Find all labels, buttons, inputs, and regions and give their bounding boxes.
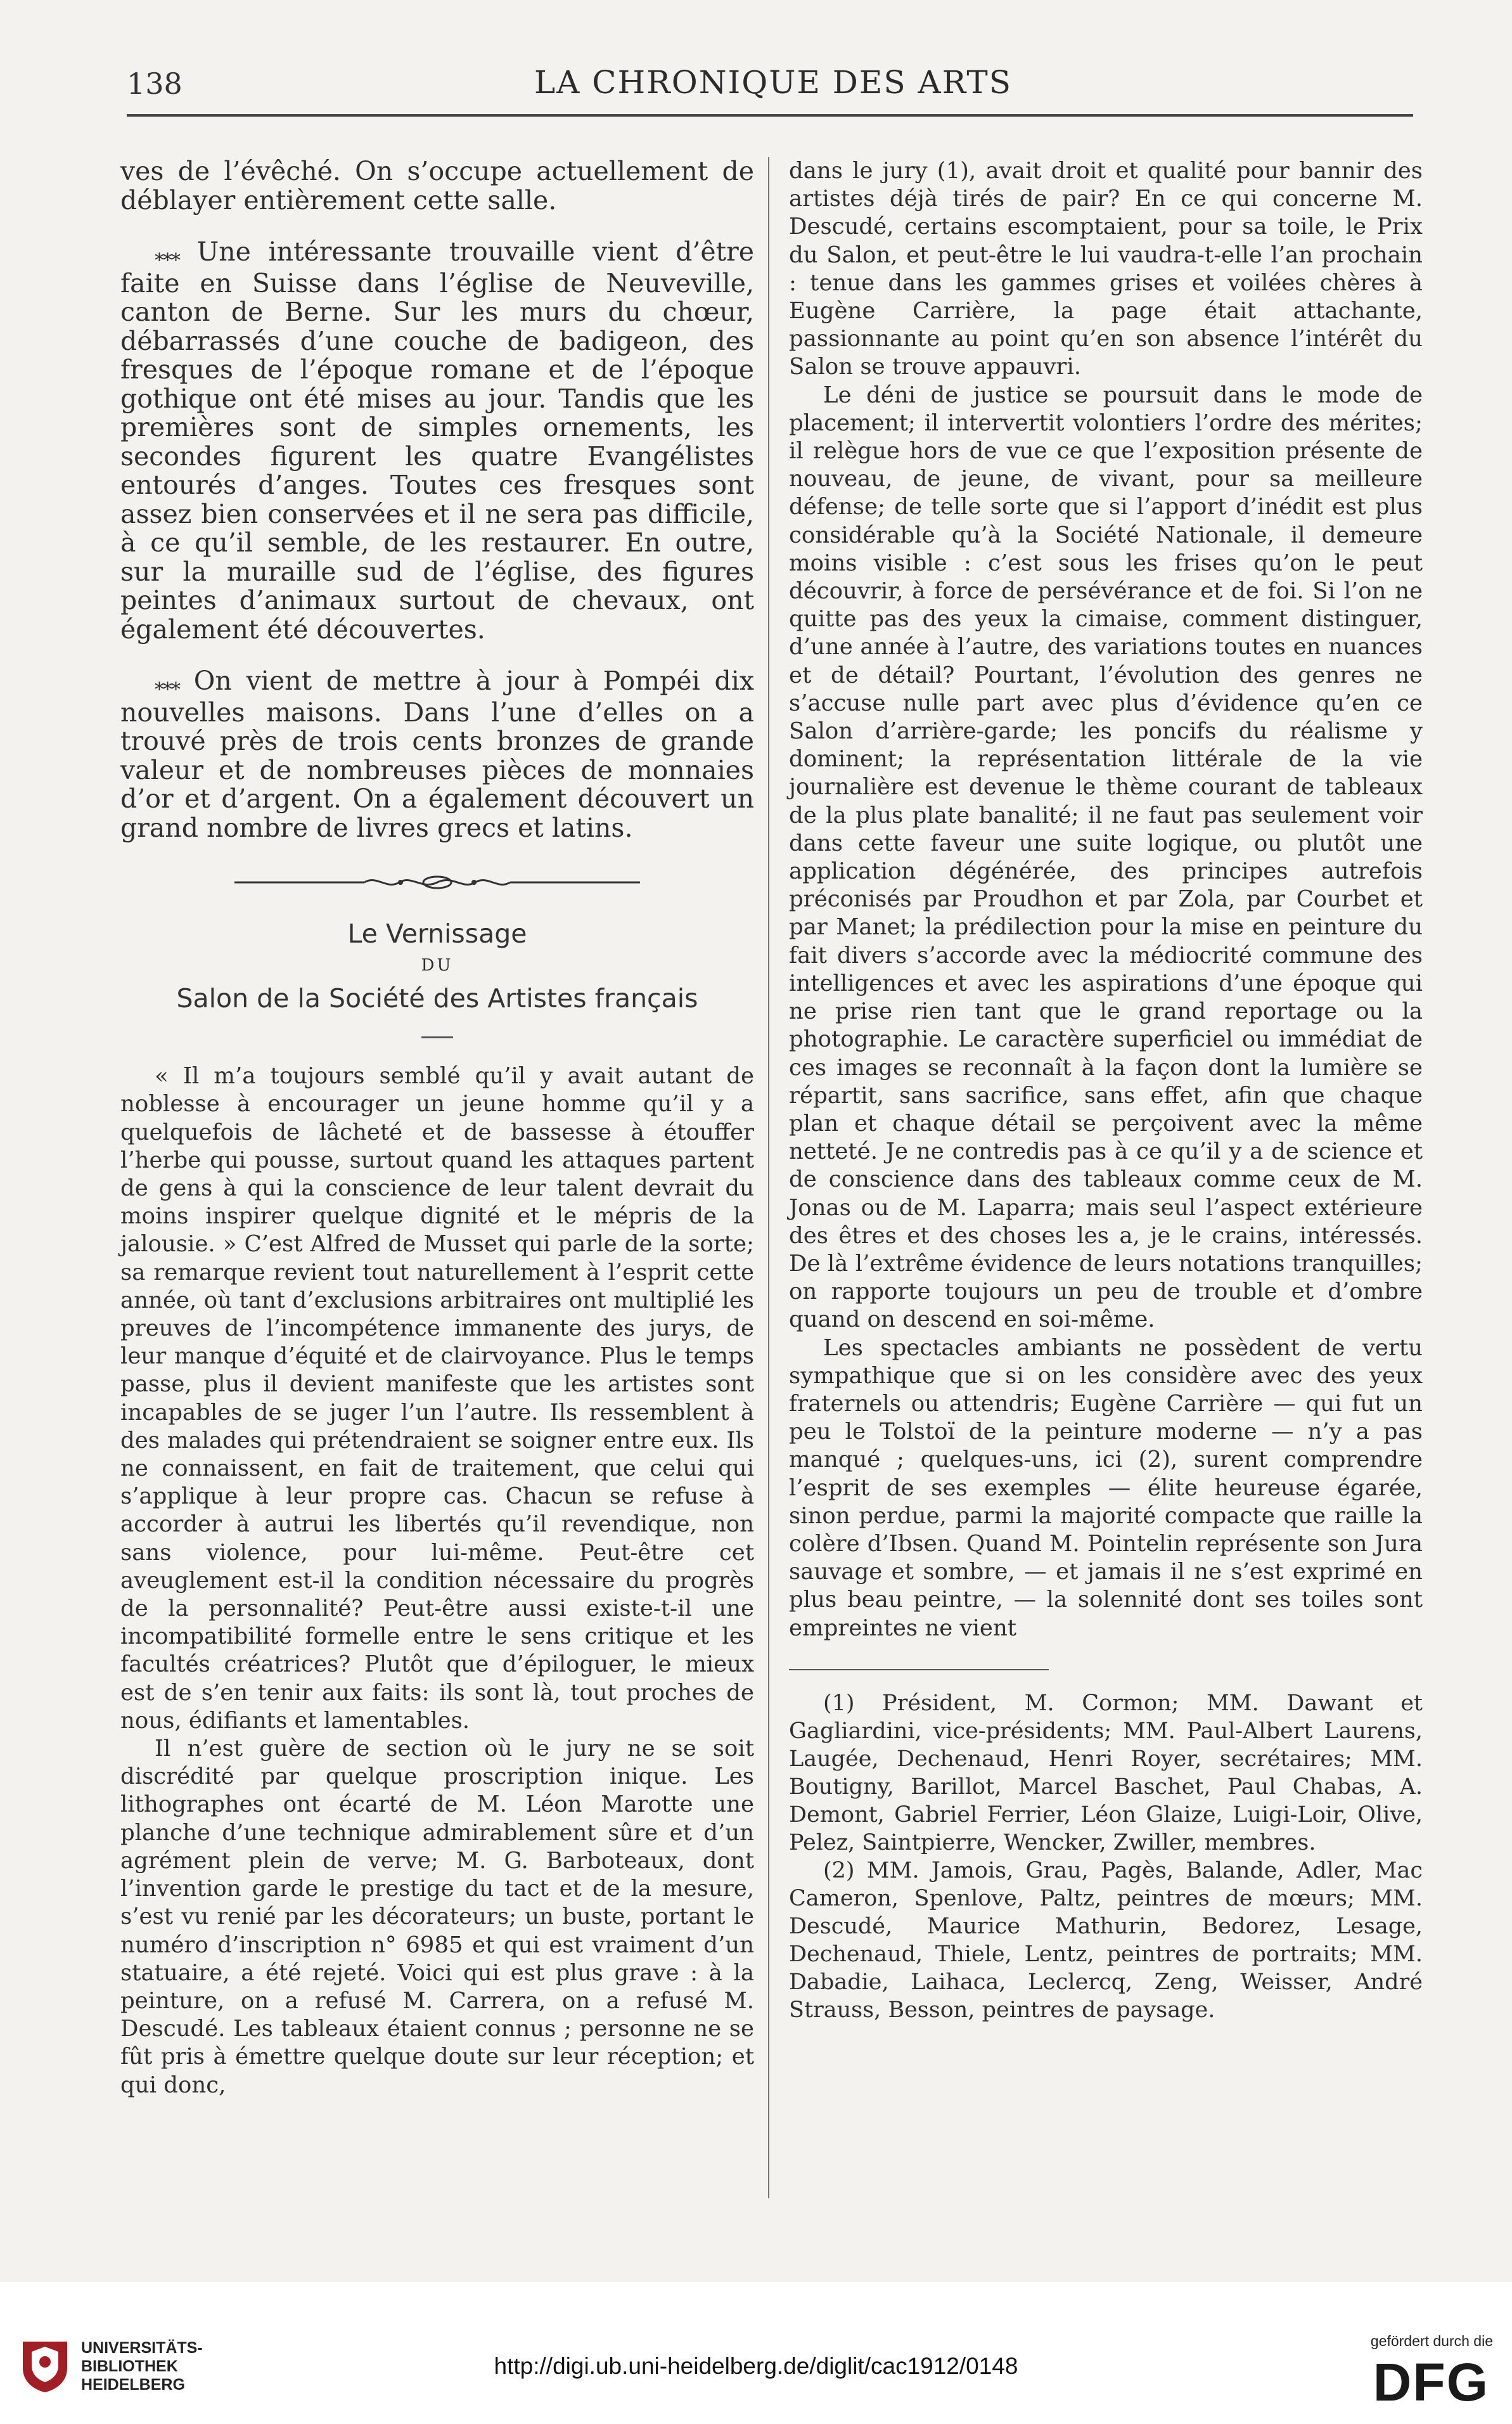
title-dash <box>421 1036 453 1038</box>
header-rule <box>127 114 1413 117</box>
institution-name: UNIVERSITÄTS- BIBLIOTHEK HEIDELBERG <box>81 2339 203 2394</box>
news-items <box>120 157 754 842</box>
right-column <box>789 157 1423 2024</box>
article-title: Le Vernissage <box>347 919 527 949</box>
paragraph: Les spectacles ambiants ne possèdent de vertu sympathique que si on les considère avec des yeux fraternels ou attendris; Eugène Carrière — qui fut un peu le Tolstoï de la peinture moderne — n’y a pas manqué ; quelques-uns, ici (2), surent comprendre l’esprit de ses exemples — élite heureuse égarée, sinon perdue, parmi la majorité compacte que raille la colère d’Ibsen. Quand M. Pointelin représente son Jura sauvage et sombre, — et jamais il ne s’est exprimé en plus beau peintre, — la solennité dont ses toiles sont empreintes ne vient <box>789 1334 1423 1641</box>
article-title-connector: DU <box>421 956 454 975</box>
footnote-2: (2) MM. Jamois, Grau, Pagès, Balande, Adler, Mac Cameron, Spenlove, Paltz, peintres de mœurs; MM. Descudé, Maurice Mathurin, Bedorez, Lesage, Dechenaud, Thiele, Lentz, peintres de portraits; MM. Dabadie, Laihaca, Leclercq, Zeng, Weisser, André Strauss, Besson, peintres de paysage. <box>789 1857 1423 2023</box>
asterism-mark: ⁎⁎⁎ <box>155 673 179 695</box>
funding-caption: gefördert durch die <box>1370 2333 1493 2349</box>
footnotes <box>789 1689 1423 2024</box>
footnote-1: (1) Président, M. Cormon; MM. Dawant et Gagliardini, vice-présidents; MM. Paul-Albert Laurens, Laugée, Dechenaud, Henri Royer, secrétaires; MM. Boutigny, Barillot, Marcel Baschet, Paul Chabas, A. Demont, Gabriel Ferrier, Léon Glaize, Luigi-Loir, Olive, Pelez, Saintpierre, Wencker, Zwiller, membres. <box>789 1690 1423 1855</box>
article-subtitle: Salon de la Société des Artistes français <box>176 983 698 1014</box>
page-header <box>127 60 1419 117</box>
paragraph: ⁎⁎⁎ On vient de mettre à jour à Pompéi dix nouvelles maisons. Dans l’une d’elles on a trouvé près de trois cents bronzes de grande valeur et de nombreuses pièces de monnaies d’or et d’argent. On a également découvert un grand nombre de livres grecs et latins. <box>120 666 754 843</box>
paragraph: « Il m’a toujours semblé qu’il y avait autant de noblesse à encourager un jeune homme qu’il y a quelquefois de lâcheté et de bassesse à étouffer l’herbe qui pousse, surtout quand les attaques partent de gens à qui la conscience de leur talent devrait du moins inspirer quelque dignité et le mépris de la jalousie. » C’est Alfred de Musset qui parle de la sorte; sa remarque revient tout naturellement à l’esprit cette année, où tant d’exclusions arbitraires ont multiplié les preuves de l’incompétence immanente des jurys, de leur manque d’équité et de clairvoyance. Plus le temps passe, plus il devient manifeste que les artistes sont incapables de se juger l’un l’autre. Ils ressemblent à des malades qui prétendraient se soigner entre eux. Ils ne connaissent, en fait de traitement, que celui qui s’applique à leur propre cas. Chacun se refuse à accorder à autrui les libertés qu’il revendique, non sans violence, pour lui-même. Peut-être cet aveuglement est-il la condition nécessaire du progrès de la personnalité? Peut-être aussi existe-t-il une incompatibilité formelle entre le sens critique et les facultés créatrices? Plutôt que d’épiloguer, le mieux est de s’en tenir aux faits: ils sont là, tout proches de nous, édifiants et lamentables. <box>120 1063 754 1734</box>
paragraph: ves de l’évêché. On s’occupe actuellement de déblayer entièrement cette salle. <box>120 156 754 216</box>
paragraph: dans le jury (1), avait droit et qualité pour bannir des artistes déjà tirés de pair? En ce qui concerne M. Descudé, certains escomptaient, pour sa toile, le Prix du Salon, et peut-être le lui vaudra-t-elle l’an prochain : tenue dans les gammes grises et voilées chères à Eugène Carrière, la page était attachante, passionnante au point qu’en son absence l’intérêt du Salon se trouve appauvri. <box>789 158 1423 380</box>
paragraph: Il n’est guère de section où le jury ne se soit discrédité par quelque proscription inique. Les lithographes ont écarté de M. Léon Marotte une planche d’une technique admirablement sûre et d’un agrément plein de verve; M. G. Barboteaux, dont l’invention garde le prestige du tact et de la mesure, s’est vu renié par les décorateurs; un buste, portant le numéro d’inscription n° 6985 et qui est vraiment d’un statuaire, a été rejeté. Voici qui est plus grave : à la peinture, on a refusé M. Carrera, on a refusé M. Descudé. Les tableaux étaient connus ; personne ne se fût pris à émettre quelque doute sur leur réception; et qui donc, <box>120 1736 754 2098</box>
asterism-mark: ⁎⁎⁎ <box>155 243 179 266</box>
decorative-ornament-icon <box>234 872 640 893</box>
page-number: 138 <box>127 67 183 101</box>
digitization-footer <box>0 2314 1512 2424</box>
left-column <box>120 157 754 2099</box>
paragraph: ⁎⁎⁎ Une intéressante trouvaille vient d’être faite en Suisse dans l’église de Neuveville, canton de Berne. Sur les murs du chœur, débarrassés d’une couche de badigeon, des fresques de l’époque romane et de l’époque gothique ont été mises au jour. Tandis que les premières sont de simples ornements, les secondes figurent les quatre Evangélistes entourés d’anges. Toutes ces fresques sont assez bien conservées et il ne sera pas difficile, à ce qu’il semble, de les restaurer. En outre, sur la muraille sud de l’église, des figures peintes d’animaux surtout de chevaux, ont également été découvertes. <box>120 236 754 645</box>
paragraph: Le déni de justice se poursuit dans le mode de placement; il intervertit volontiers l’ordre des mérites; il relègue hors de vue ce que l’exposition présente de nouveau, de jeune, de vivant, pour sa meilleure défense; de telle sorte que si l’apport d’inédit est plus considérable qu’à la Société Nationale, il demeure moins visible : c’est sous les frises qu’on le peut découvrir, à force de persévérance et de foi. Si l’on ne quitte pas des yeux la cimaise, comment distinguer, d’une année à l’autre, des variations toutes en nuances et de détail? Pourtant, l’évolution des genres ne s’accuse nulle part avec plus d’évidence qu’en ce Salon d’arrière-garde; les poncifs du réalisme y dominent; la représentation littérale de la vie journalière est devenue le thème courant de tableaux de la plus plate banalité; il ne faut pas seulement voir dans cette faveur une suite logique, ou plutôt une application dégénérée, des principes autrefois préconisés par Proudhon et par Zola, par Courbet et par Manet; la prédilection pour la mise en peinture du fait divers s’accorde avec la médiocrité commune des intelligences et avec les aspirations d’une époque qui ne prise rien tant que le grand reportage ou la photographie. Le caractère superficiel ou immédiat de ces images se reconnaît à la façon dont la lumière se répartit, sans sacrifice, sans effet, afin que chaque plan et chaque détail se perçoivent avec la même netteté. Je ne contredis pas à ce qu’il y a de science et de conscience dans des tableaux comme ceux de M. Jonas ou de M. Laparra; mais seul l’aspect extérieure des êtres et des choses les a, je le crains, intéressés. De là l’extrême évidence de leurs notations tranquilles; on rapporte toujours un peu de trouble et d’ombre quand on descend en soi-même. <box>789 382 1423 1333</box>
source-url-link[interactable]: http://digi.ub.uni-heidelberg.de/diglit/cac1912/0148 <box>494 2353 1018 2379</box>
journal-title: LA CHRONIQUE DES ARTS <box>534 64 1012 101</box>
footnote-rule <box>789 1669 1049 1670</box>
dfg-logo: DFG <box>1373 2352 1489 2412</box>
column-divider <box>768 157 769 2198</box>
